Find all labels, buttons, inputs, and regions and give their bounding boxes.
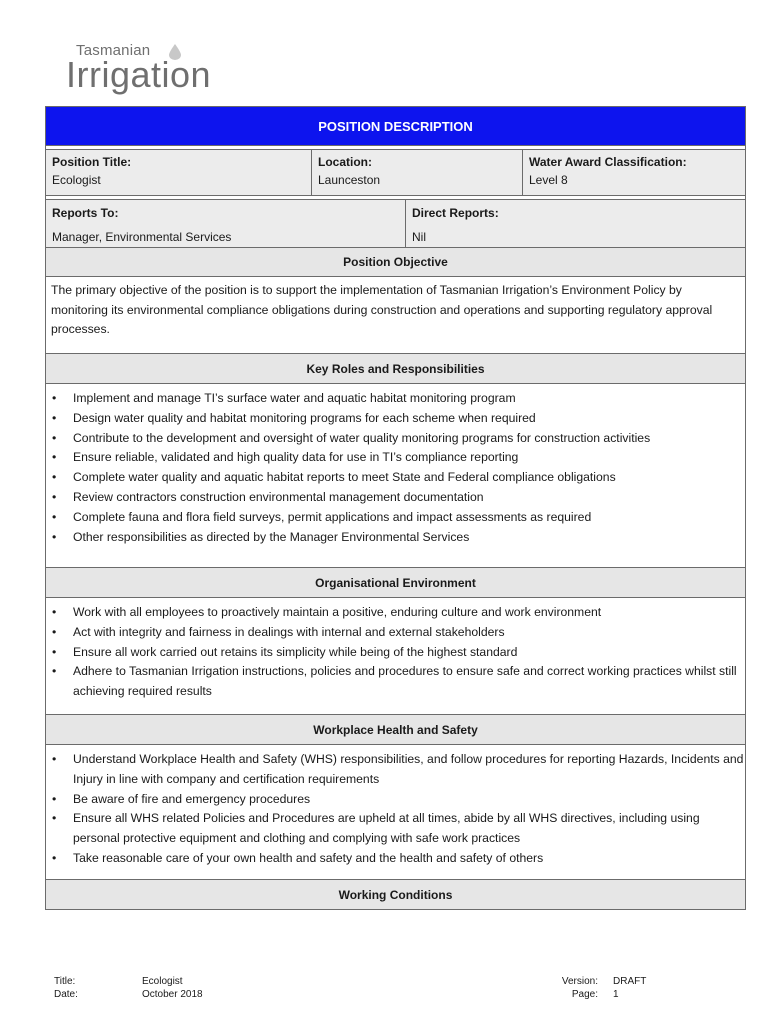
- bullet-icon: •: [52, 529, 57, 544]
- section-heading: Key Roles and Responsibilities: [306, 361, 485, 376]
- bullet-icon: •: [52, 605, 57, 619]
- bullet-icon: •: [52, 664, 57, 679]
- position-title-cell: [46, 150, 312, 195]
- whs-header: [46, 715, 745, 745]
- section-heading: Working Conditions: [338, 887, 453, 902]
- list-item: • Contribute to the development and oversight of water quality monitoring programs for construction activities: [46, 429, 745, 449]
- whs-list: [46, 745, 745, 869]
- bullet-icon: •: [52, 644, 57, 659]
- location-label: Location:: [318, 155, 372, 169]
- footer-title-label: Title:: [54, 976, 76, 987]
- list-item: • Act with integrity and fairness in dealings with internal and external stakeholders: [46, 623, 745, 643]
- classification-cell: [523, 150, 745, 195]
- footer-values-left: [142, 975, 203, 1001]
- position-objective-text: [46, 277, 745, 354]
- reports-to-cell: [46, 200, 406, 247]
- whs-section: [46, 745, 745, 880]
- bullet-icon: •: [52, 450, 57, 465]
- section-heading: Organisational Environment: [315, 575, 476, 590]
- footer-date-value: October 2018: [142, 989, 203, 1000]
- footer-title-value: Ecologist: [142, 976, 183, 987]
- bullet-icon: •: [52, 489, 57, 504]
- list-item: • Be aware of fire and emergency procedures: [46, 790, 745, 810]
- list-item: • Ensure reliable, validated and high quality data for use in TI’s compliance reporting: [46, 448, 745, 468]
- reporting-row: [46, 200, 745, 248]
- list-item: • Design water quality and habitat monitoring programs for each scheme when required: [46, 409, 745, 429]
- direct-reports-value: Nil: [412, 230, 426, 244]
- position-description-form: [45, 106, 746, 910]
- bullet-icon: •: [52, 391, 57, 405]
- position-objective-header: [46, 248, 745, 277]
- position-info-row: [46, 150, 745, 196]
- footer-page-value: 1: [613, 989, 619, 1000]
- direct-reports-cell: [406, 200, 745, 247]
- footer-values-right: [613, 975, 646, 1001]
- section-heading: Workplace Health and Safety: [313, 722, 478, 737]
- location-value: Launceston: [318, 173, 381, 187]
- footer-labels-left: [54, 975, 78, 1001]
- bullet-icon: •: [52, 509, 57, 524]
- objective-paragraph: The primary objective of the position is to support the implementation of Tasmanian Irrigation’s Environment Policy by monitoring its environmental compliance obligations during construction and operations and supporting regulatory approval processes.: [51, 283, 713, 336]
- bullet-icon: •: [52, 811, 57, 826]
- reports-to-value: Manager, Environmental Services: [52, 230, 232, 244]
- footer-labels-right: [540, 975, 598, 1001]
- bullet-icon: •: [52, 752, 57, 766]
- position-title-label: Position Title:: [52, 155, 132, 169]
- list-item: • Adhere to Tasmanian Irrigation instructions, policies and procedures to ensure safe and correct working practices whilst still achieving required results: [52, 664, 737, 699]
- list-item: • Understand Workplace Health and Safety (WHS) responsibilities, and follow procedures for reporting Hazards, Incidents and Injury in line with company and certification requirements: [52, 752, 744, 786]
- footer-page-label: Page:: [571, 989, 598, 1000]
- bullet-icon: •: [52, 791, 57, 806]
- footer-version-label: Version:: [561, 976, 598, 987]
- org-env-list: [46, 598, 745, 702]
- key-roles-section: [46, 384, 745, 568]
- list-item: • Complete fauna and flora field surveys, permit applications and impact assessments as required: [46, 508, 745, 528]
- company-logo: [66, 42, 236, 98]
- logo-line2: Irrigation: [66, 54, 212, 95]
- organisational-environment-section: [46, 598, 745, 715]
- section-heading: Position Objective: [343, 255, 448, 269]
- list-item: • Implement and manage TI’s surface water and aquatic habitat monitoring program: [46, 389, 745, 409]
- document-title-bar: [46, 106, 745, 146]
- list-item: • Ensure all work carried out retains its simplicity while being of the highest standard: [46, 643, 745, 663]
- list-item: • Complete water quality and aquatic habitat reports to meet State and Federal compliance obligations: [46, 468, 745, 488]
- bullet-icon: •: [52, 470, 57, 485]
- classification-label: Water Award Classification:: [529, 155, 687, 169]
- footer-date-label: Date:: [54, 989, 78, 1000]
- position-title-value: Ecologist: [52, 173, 101, 187]
- working-conditions-header: [46, 880, 745, 910]
- list-item: • Ensure all WHS related Policies and Procedures are upheld at all times, abide by all WHS directives, including using personal protective equipment and clothing and complying with safe work practices: [52, 811, 700, 846]
- bullet-icon: •: [52, 430, 57, 445]
- document-title: POSITION DESCRIPTION: [318, 118, 473, 134]
- bullet-icon: •: [52, 624, 57, 639]
- list-item: • Take reasonable care of your own health and safety and the health and safety of others: [46, 849, 745, 869]
- key-roles-header: [46, 354, 745, 384]
- key-roles-list: [46, 384, 745, 547]
- list-item: • Work with all employees to proactively maintain a positive, enduring culture and work environment: [46, 603, 745, 623]
- list-item: • Other responsibilities as directed by the Manager Environmental Services: [46, 528, 745, 548]
- organisational-environment-header: [46, 568, 745, 598]
- bullet-icon: •: [52, 410, 57, 425]
- logo-line1: Tasmanian: [76, 42, 151, 59]
- footer-version-value: DRAFT: [613, 976, 647, 987]
- classification-value: Level 8: [529, 173, 568, 187]
- direct-reports-label: Direct Reports:: [412, 206, 499, 220]
- reports-to-label: Reports To:: [52, 206, 119, 220]
- bullet-icon: •: [52, 850, 57, 865]
- list-item: • Review contractors construction environmental management documentation: [46, 488, 745, 508]
- location-cell: [312, 150, 523, 195]
